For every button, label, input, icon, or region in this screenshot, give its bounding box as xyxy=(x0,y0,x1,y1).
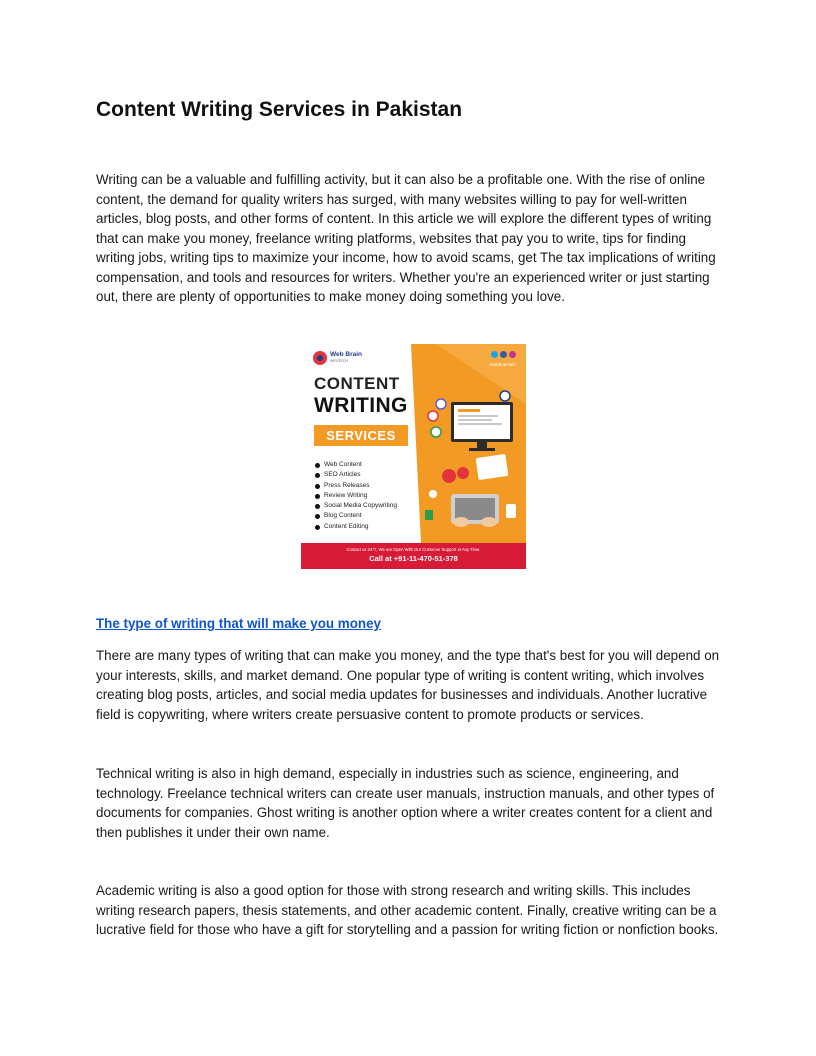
contact-phone: Call at +91-11-470-51-378 xyxy=(369,554,458,563)
facebook-icon xyxy=(500,351,507,358)
instagram-icon xyxy=(509,351,516,358)
service-item: SEO Articles xyxy=(315,470,397,480)
contact-banner xyxy=(301,543,526,569)
brand-logo-icon xyxy=(313,351,327,365)
section-heading-link[interactable]: The type of writing that will make you money xyxy=(96,616,381,631)
service-item: Social Media Copywriting xyxy=(315,501,397,511)
service-item: Press Releases xyxy=(315,481,397,491)
brand-text: Web Brain xyxy=(330,351,363,358)
service-item: Web Content xyxy=(315,460,397,470)
brand-logo xyxy=(313,351,362,365)
twitter-icon xyxy=(491,351,498,358)
brand-name xyxy=(330,351,362,365)
social-handle: /webbraininfo xyxy=(489,362,516,367)
headline-content: CONTENT xyxy=(314,374,400,393)
service-item: Blog Content xyxy=(315,511,397,521)
service-list xyxy=(315,460,397,532)
intro-paragraph: Writing can be a valuable and fulfilling activity, but it can also be a profitable one. With the rise of online content, the demand for quality writers has surged, with many websites willing to pay for well-written articles, blog posts, and other forms of content. In this article we will explore the different types of writing that can make you money, freelance writing platforms, websites that pay you to write, tips for finding writing jobs, writing tips to maximize your income, how to avoid scams, get The tax implications of writing compensation, and tools and resources for writers. Whether you're an experienced writer or just starting out, there are plenty of opportunities to make money doing something you love. xyxy=(96,172,716,304)
headline-services: SERVICES xyxy=(314,425,408,446)
contact-note: Contact us 24*7, We are Open With Our Customer Support at Any Time. xyxy=(346,547,481,552)
service-item: Content Editing xyxy=(315,522,397,532)
brand-subtext: INFOTECH xyxy=(330,359,348,363)
service-item: Review Writing xyxy=(315,491,397,501)
social-icons xyxy=(491,351,516,358)
page-title: Content Writing Services in Pakistan xyxy=(96,98,463,121)
content-writing-services-image xyxy=(301,344,526,569)
body-paragraph: Technical writing is also in high demand, especially in industries such as science, engineering, and technology. Freelance technical writers can create user manuals, instruction manuals, and other types of documents for companies. Ghost writing is another option where a writer creates content for a client and then publishes it under their own name. xyxy=(96,766,715,840)
body-paragraph: There are many types of writing that can make you money, and the type that's best for you will depend on your interests, skills, and market demand. One popular type of writing is content writing, which involves creating blog posts, articles, and social media updates for businesses and individuals. Another lucrative field is copywriting, where writers create persuasive content to promote products or services. xyxy=(96,648,720,722)
headline-writing: WRITING xyxy=(314,394,408,417)
body-paragraph: Academic writing is also a good option for those with strong research and writing skills. This includes writing research papers, thesis statements, and other academic content. Finally, creative writing can be a lucrative field for those who have a gift for storytelling and a passion for writing fiction or nonfiction books. xyxy=(96,883,719,937)
